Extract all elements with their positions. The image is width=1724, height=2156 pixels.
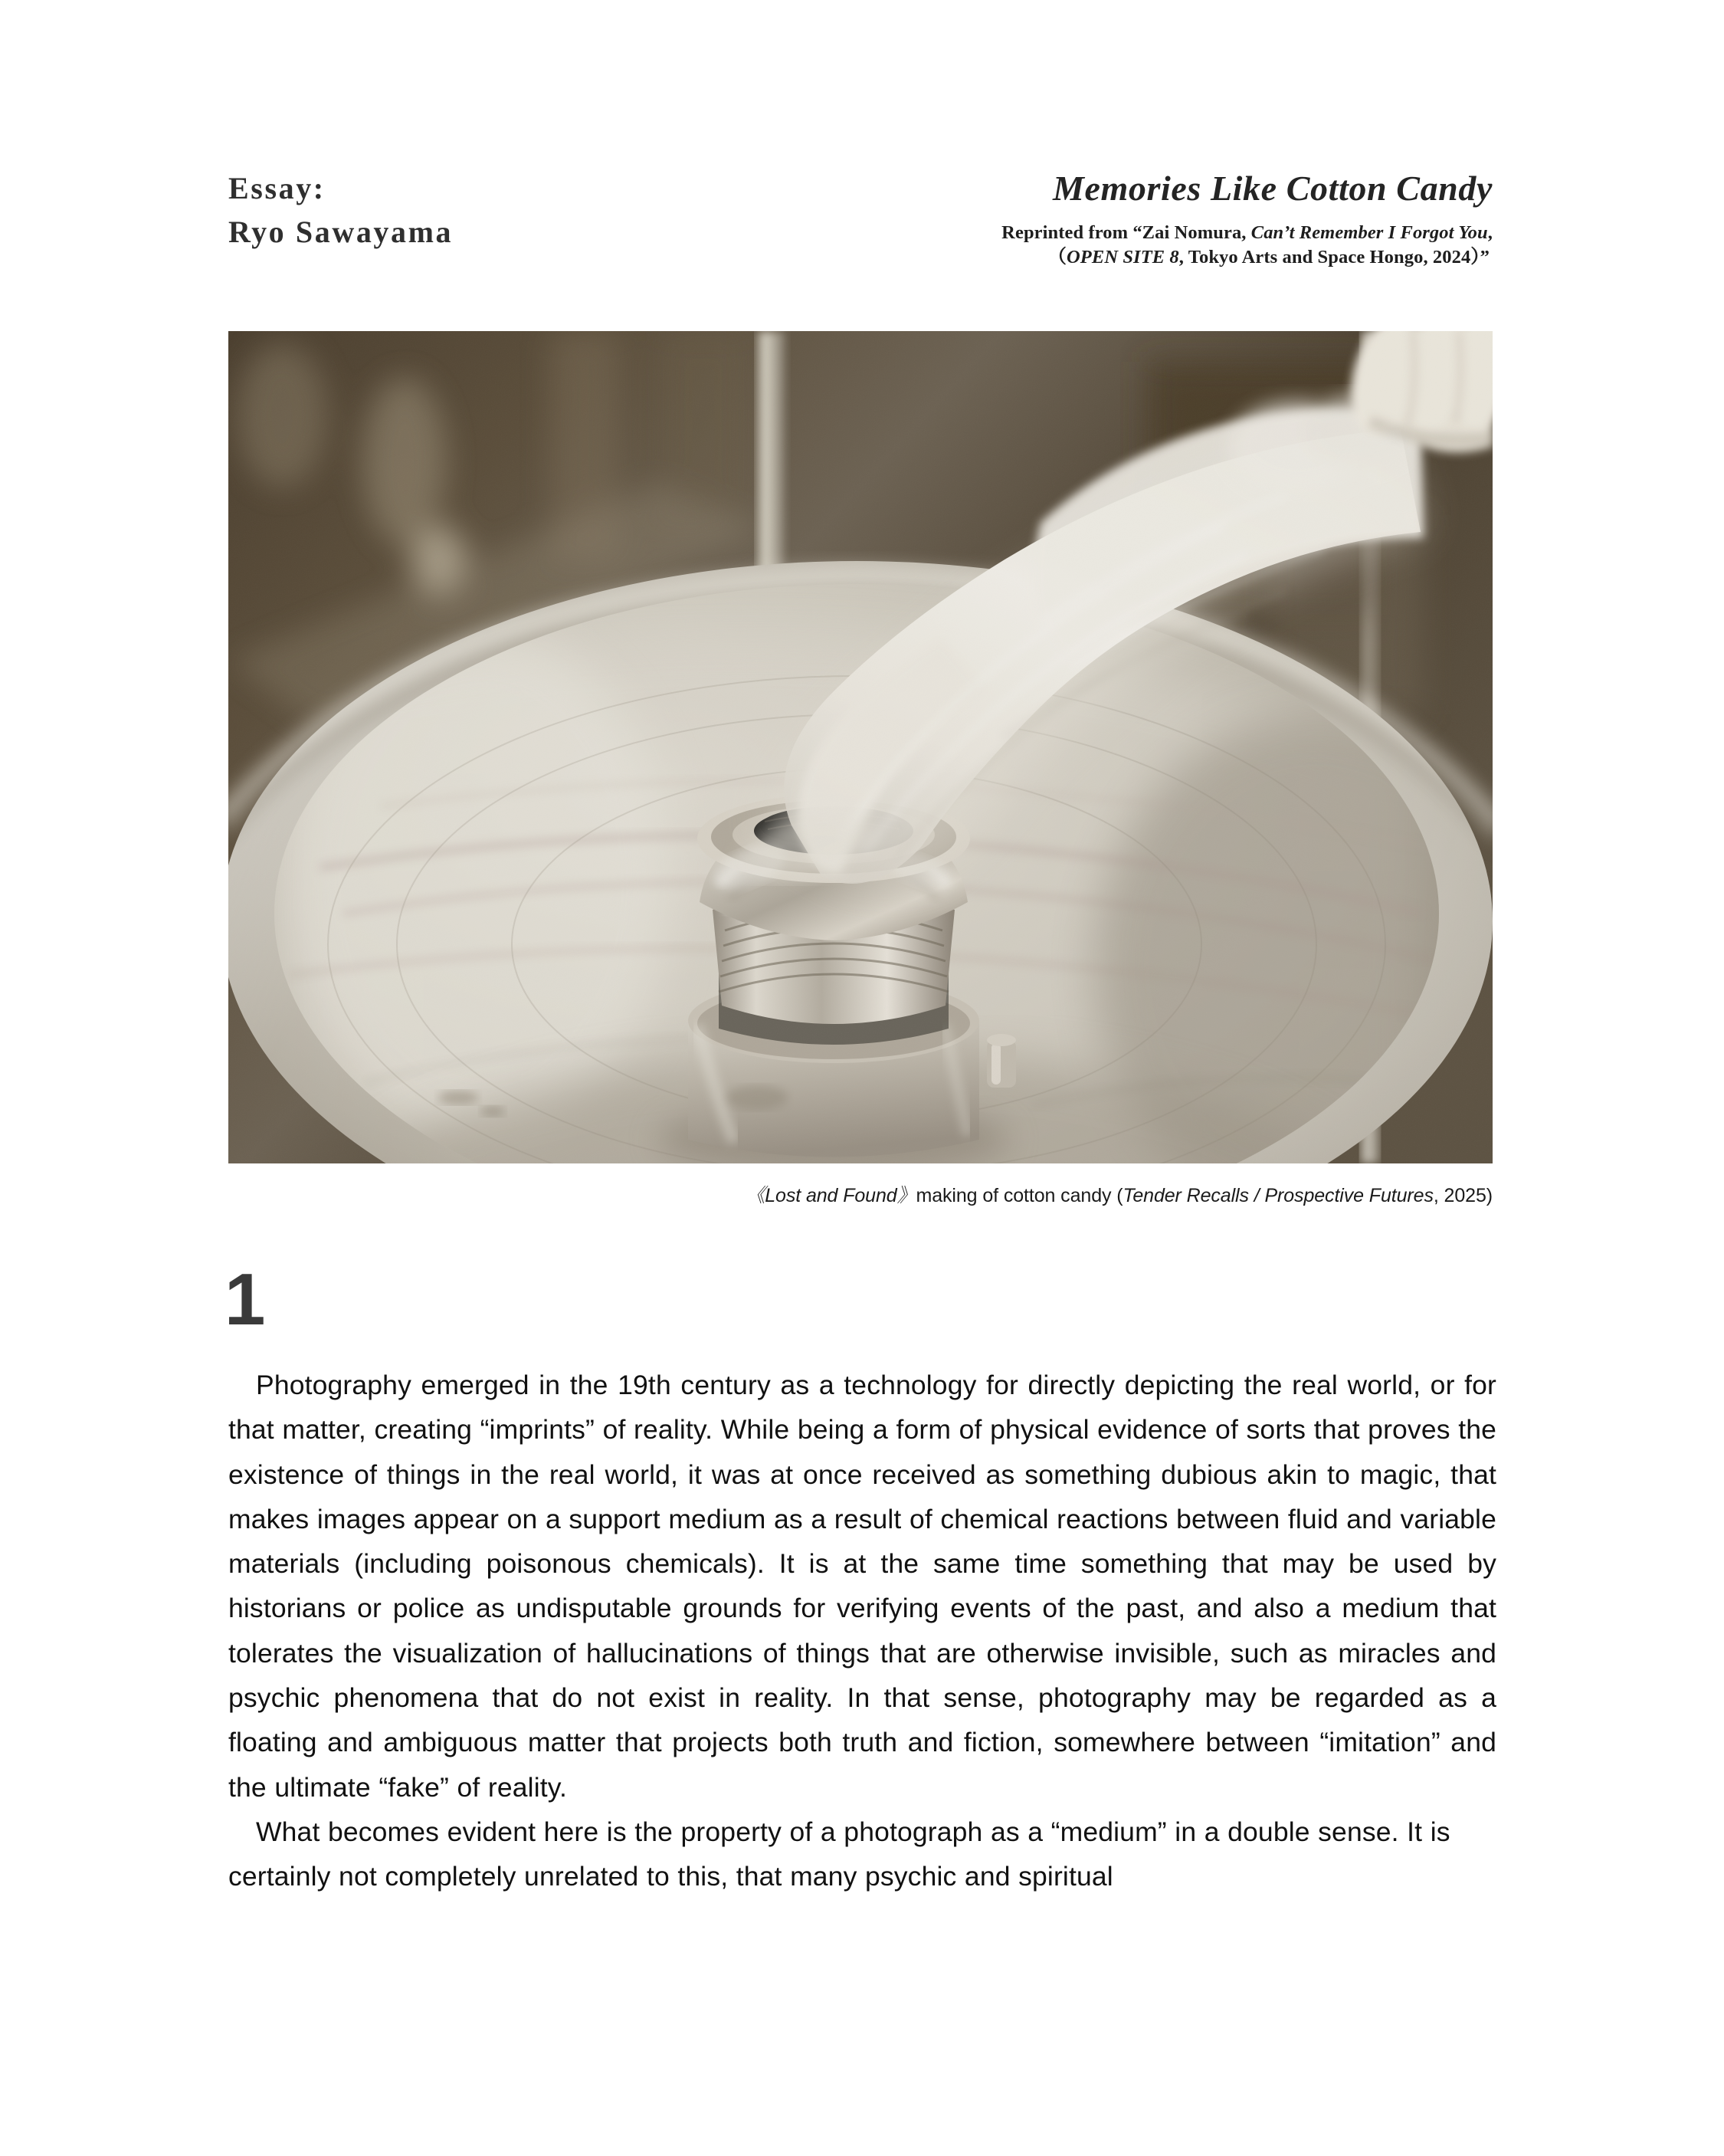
reprint-credit-line-2 [1001, 245, 1493, 271]
page-title: Memories Like Cotton Candy [1052, 169, 1493, 208]
body-text [228, 1363, 1496, 1899]
reprint-credit-line-1 [1001, 221, 1493, 246]
essay-author: Ryo Sawayama [228, 214, 454, 249]
caption-exhibition-title: Tender Recalls / Prospective Futures [1123, 1185, 1434, 1206]
reprint-book-title: Can’t Remember I Forgot You [1250, 222, 1488, 243]
section-number: 1 [225, 1258, 265, 1341]
reprint-credit [1001, 221, 1493, 271]
reprint-exhibition-title: OPEN SITE 8 [1067, 247, 1179, 268]
figure-caption [228, 1180, 1493, 1208]
caption-description: making of cotton candy ( [916, 1185, 1123, 1206]
essay-byline-block [228, 167, 453, 254]
reprint-open-paren: （ [1047, 247, 1067, 268]
cotton-candy-machine-photo [228, 331, 1493, 1163]
reprint-comma: , [1487, 222, 1493, 243]
photo-illustration [228, 331, 1493, 1163]
page-header [228, 167, 1493, 271]
title-block [1001, 167, 1493, 271]
caption-year: , 2025) [1433, 1185, 1493, 1206]
caption-work-title: 《Lost and Found》 [746, 1185, 916, 1206]
reprint-venue-year: , Tokyo Arts and Space Hongo, 2024）” [1178, 247, 1490, 268]
paragraph: What becomes evident here is the property of a photograph as a “medium” in a double sense. It is certainly not completely unrelated to this, that many psychic and spiritual [228, 1816, 1450, 1892]
figure [228, 331, 1493, 1208]
paragraph: Photography emerged in the 19th century as a technology for directly depicting the real world, or for that matter, creating “imprints” of reality. While being a form of physical evidence of sorts that proves the existence of things in the real world, it was at once received as something dubious akin to magic, that makes images appear on a support medium as a result of chemical reactions between fluid and variable materials (including poisonous chemicals). It is at the same time something that may be used by historians or police as undisputable grounds for verifying events of the past, and also a medium that tolerates the visualization of hallucinations of things that are otherwise invisible, such as miracles and psychic phenomena that do not exist in reality. In that sense, photography may be regarded as a floating and ambiguous matter that projects both truth and fiction, somewhere between “imitation” and the ultimate “fake” of reality. [228, 1370, 1496, 1803]
reprint-prefix: Reprinted from “Zai Nomura, [1001, 222, 1251, 243]
essay-label: Essay: [228, 171, 326, 205]
